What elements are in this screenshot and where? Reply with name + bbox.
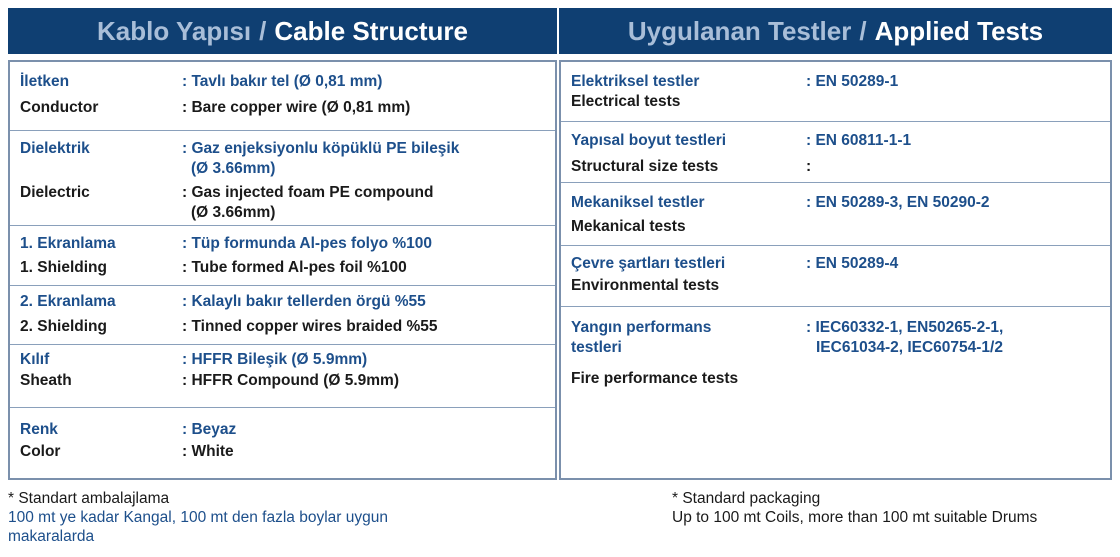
spec-group-sheath xyxy=(10,345,555,408)
spec-label-en: Conductor xyxy=(20,99,99,116)
spec-group-color xyxy=(10,408,555,462)
test-value-tr: : IEC60332-1, EN50265-2-1, xyxy=(806,319,1004,336)
spec-value-en-cont: (Ø 3.66mm) xyxy=(191,204,276,221)
test-group-mechanical xyxy=(561,183,1110,246)
spec-value-en: : HFFR Compound (Ø 5.9mm) xyxy=(182,372,399,389)
test-label-en: Environmental tests xyxy=(571,277,720,294)
header-separator: / xyxy=(859,15,867,46)
spec-group-conductor xyxy=(10,62,555,131)
spec-group-shielding-2 xyxy=(10,286,555,345)
test-label-tr: Yangın performans xyxy=(571,319,712,336)
test-group-electrical xyxy=(561,62,1110,122)
header-separator: / xyxy=(259,15,267,46)
spec-value-tr: : Tavlı bakır tel (Ø 0,81 mm) xyxy=(182,73,383,90)
applied-tests-header xyxy=(559,8,1112,54)
test-label-en: Structural size tests xyxy=(571,158,719,175)
test-label-en: Fire performance tests xyxy=(571,370,739,387)
spec-value-tr: : Gaz enjeksiyonlu köpüklü PE bileşik xyxy=(182,140,460,157)
test-label-tr: Çevre şartları testleri xyxy=(571,255,726,272)
spec-label-tr: İletken xyxy=(20,73,70,90)
spec-value-tr: : Tüp formunda Al-pes folyo %100 xyxy=(182,235,433,252)
test-label-tr: Mekaniksel testler xyxy=(571,194,705,211)
spec-label-tr: Dielektrik xyxy=(20,140,90,157)
spec-label-en: 1. Shielding xyxy=(20,259,107,276)
test-label-en: Electrical tests xyxy=(571,93,681,110)
spec-value-tr-cont: (Ø 3.66mm) xyxy=(191,160,276,177)
spec-group-dielectric xyxy=(10,131,555,226)
spec-label-en: Dielectric xyxy=(20,184,90,201)
test-value-en xyxy=(806,217,1100,237)
footnote-tr-line: makaralarda xyxy=(8,528,95,545)
test-group-environmental xyxy=(561,246,1110,307)
footnote-en xyxy=(672,489,1112,527)
spec-value-en: : Tinned copper wires braided %55 xyxy=(182,318,438,335)
spec-label-tr: 2. Ekranlama xyxy=(20,293,116,310)
test-value-en: : xyxy=(806,158,812,175)
footnote-tr xyxy=(8,489,548,546)
footnote-en-heading: * Standard packaging xyxy=(672,490,821,507)
spec-value-en: : White xyxy=(182,443,234,460)
test-value-tr: : EN 50289-4 xyxy=(806,255,899,272)
footnote-tr-line: 100 mt ye kadar Kangal, 100 mt den fazla boylar uygun xyxy=(8,509,388,526)
spec-label-tr: Renk xyxy=(20,421,58,438)
spec-label-en: Sheath xyxy=(20,372,72,389)
spec-value-tr: : HFFR Bileşik (Ø 5.9mm) xyxy=(182,351,368,368)
test-value-en xyxy=(806,92,1100,112)
spec-label-tr: Kılıf xyxy=(20,351,50,368)
test-value-en xyxy=(806,276,1100,296)
test-value-tr: : EN 60811-1-1 xyxy=(806,132,912,149)
spec-group-shielding-1 xyxy=(10,226,555,286)
test-label-en: Mekanical tests xyxy=(571,218,686,235)
spec-value-en: : Gas injected foam PE compound xyxy=(182,184,434,201)
header-title-tr: Uygulanan Testler xyxy=(627,15,852,46)
spec-label-tr: 1. Ekranlama xyxy=(20,235,116,252)
spec-value-en: : Tube formed Al-pes foil %100 xyxy=(182,259,407,276)
test-group-structural xyxy=(561,122,1110,183)
footnote-tr-heading: * Standart ambalajlama xyxy=(8,490,170,507)
spec-value-tr: : Kalaylı bakır tellerden örgü %55 xyxy=(182,293,426,310)
applied-tests-table xyxy=(559,60,1112,480)
applied-tests-panel xyxy=(559,8,1112,480)
header-title-tr: Kablo Yapısı xyxy=(97,15,252,46)
cable-structure-header xyxy=(8,8,557,54)
test-label-tr: Yapısal boyut testleri xyxy=(571,132,727,149)
test-value-tr: : EN 50289-1 xyxy=(806,73,899,90)
test-value-tr-cont: IEC61034-2, IEC60754-1/2 xyxy=(816,339,1003,356)
test-group-fire xyxy=(561,307,1110,389)
cable-structure-panel xyxy=(8,8,557,480)
spec-value-tr: : Beyaz xyxy=(182,421,237,438)
footnote-en-line: Up to 100 mt Coils, more than 100 mt suitable Drums xyxy=(672,509,1038,526)
header-title-en: Applied Tests xyxy=(874,15,1044,46)
cable-structure-table xyxy=(8,60,557,480)
test-label-tr-cont: testleri xyxy=(571,339,622,356)
test-value-en xyxy=(738,369,1100,389)
test-value-tr: : EN 50289-3, EN 50290-2 xyxy=(806,194,990,211)
spec-label-en: Color xyxy=(20,443,61,460)
spec-value-en: : Bare copper wire (Ø 0,81 mm) xyxy=(182,99,411,116)
test-label-tr: Elektriksel testler xyxy=(571,73,700,90)
header-title-en: Cable Structure xyxy=(274,15,468,46)
spec-label-en: 2. Shielding xyxy=(20,318,107,335)
